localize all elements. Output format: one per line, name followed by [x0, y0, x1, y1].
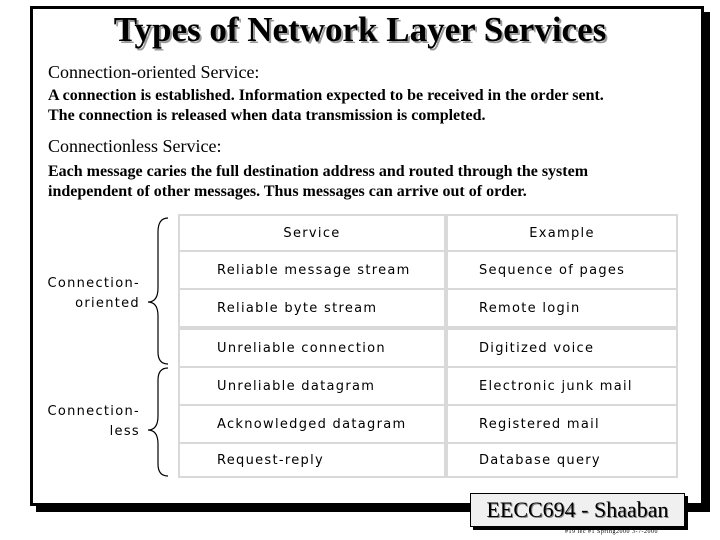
table-cell-service: Request-reply — [180, 444, 444, 476]
table-cell-example: Electronic junk mail — [448, 368, 676, 404]
table-cell-example: Digitized voice — [448, 330, 676, 366]
group-label-connectionless — [40, 402, 140, 442]
connection-oriented-line-1: A connection is established. Information expected to be received in the order sent. — [48, 87, 604, 104]
brace-connection-oriented — [148, 218, 168, 364]
footer-tiny-text: #19 lec #1 Spring2000 3-7-2000 — [565, 529, 658, 535]
footer-label: EECC694 - Shaaban — [486, 497, 669, 522]
heading-connectionless: Connectionless Service: — [48, 136, 222, 156]
connection-oriented-line-2: The connection is released when data transmission is completed. — [48, 107, 486, 124]
group-label-connection-oriented — [40, 274, 140, 314]
slide-title: Types of Network Layer Services — [113, 10, 607, 49]
brace-connectionless — [148, 368, 168, 476]
group-label-line: Connection- — [47, 404, 140, 419]
table-cell-example: Remote login — [448, 290, 676, 326]
column-header-service: Service — [180, 216, 444, 250]
group-label-line: oriented — [75, 296, 140, 311]
group-label-line: less — [109, 424, 140, 439]
table-cell-service: Unreliable datagram — [180, 368, 444, 404]
services-table — [178, 214, 678, 478]
connectionless-line-1: Each message caries the full destination address and routed through the system — [48, 163, 589, 180]
table-cell-example: Registered mail — [448, 406, 676, 442]
group-braces — [142, 212, 182, 482]
column-header-example: Example — [448, 216, 676, 250]
table-cell-service: Reliable byte stream — [180, 290, 444, 326]
table-cell-example: Sequence of pages — [448, 252, 676, 288]
heading-connection-oriented: Connection-oriented Service: — [48, 62, 260, 82]
group-label-line: Connection- — [47, 276, 140, 291]
table-cell-service: Unreliable connection — [180, 330, 444, 366]
connectionless-line-2: independent of other messages. Thus messages can arrive out of order. — [48, 183, 527, 200]
table-cell-example: Database query — [448, 444, 676, 476]
table-cell-service: Reliable message stream — [180, 252, 444, 288]
table-cell-service: Acknowledged datagram — [180, 406, 444, 442]
